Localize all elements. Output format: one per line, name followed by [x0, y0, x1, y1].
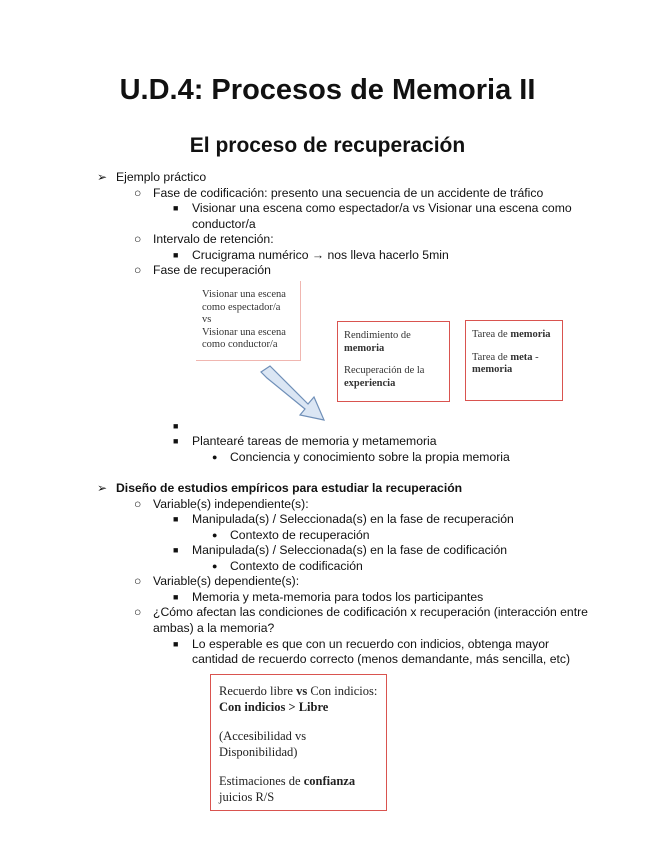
figure-text: Recuperación de la: [344, 365, 425, 376]
figure-text: memoria: [344, 342, 385, 354]
design-heading: Diseño de estudios empíricos para estudiar la recuperación: [116, 481, 463, 495]
figure-box-recall: [210, 674, 387, 811]
question-line: ¿Cómo afectan las condiciones de codificación x recuperación (interacción entre: [153, 605, 588, 619]
diagonal-arrow-icon: [258, 364, 330, 426]
circle-bullet-icon: ○: [134, 263, 142, 277]
figure-text: vs: [296, 684, 308, 698]
figure-text: (Accesibilidad vs: [219, 729, 307, 743]
figure-text: -: [532, 351, 539, 363]
plan-item: Plantearé tareas de memoria y metamemoria: [192, 434, 437, 448]
coding-phase-item: Fase de codificación: presento una secuencia de un accidente de tráfico: [153, 186, 544, 200]
section-subtitle: El proceso de recuperación: [189, 134, 466, 157]
arrow-bullet-icon: ➢: [97, 481, 108, 495]
figure-text: Estimaciones de: [219, 774, 304, 788]
page-title: U.D.4: Procesos de Memoria II: [119, 74, 536, 106]
manip-retrieval-item: Manipulada(s) / Seleccionada(s) en la fase de recuperación: [192, 512, 514, 526]
figure-text: Visionar una escena: [202, 326, 286, 338]
figure-text: vs: [202, 314, 212, 325]
square-bullet-icon: ■: [173, 545, 179, 555]
figure-text: meta: [510, 351, 533, 363]
square-bullet-icon: ■: [173, 421, 179, 431]
square-bullet-icon: ■: [173, 203, 179, 213]
expectation-line: Lo esperable es que con un recuerdo con indicios, obtenga mayor: [192, 637, 550, 651]
example-heading: Ejemplo práctico: [116, 170, 207, 184]
figure-text: juicios R/S: [219, 790, 275, 804]
independent-item: Variable(s) independiente(s):: [153, 497, 309, 511]
figure-text: Tarea de: [472, 329, 511, 340]
figure-text: Recuerdo libre: [219, 684, 297, 698]
figure-text: experiencia: [344, 377, 396, 389]
figure-text: Rendimiento de: [344, 330, 411, 341]
dependent-item: Variable(s) dependiente(s):: [153, 574, 300, 588]
figure-box-tasks: [465, 320, 563, 401]
figure-box-conditions: [196, 281, 301, 361]
question-line: ambas) a la memoria?: [153, 621, 275, 635]
dot-bullet-icon: ●: [212, 561, 218, 571]
retrieval-phase-item: Fase de recuperación: [153, 263, 271, 277]
figure-text: confianza: [303, 774, 356, 788]
context-coding-item: Contexto de codificación: [230, 559, 363, 573]
figure-text: Disponibilidad): [219, 745, 298, 759]
square-bullet-icon: ■: [173, 639, 179, 649]
square-bullet-icon: ■: [173, 514, 179, 524]
figure-text: como conductor/a: [202, 339, 278, 350]
circle-bullet-icon: ○: [134, 232, 142, 246]
context-retrieval-item: Contexto de recuperación: [230, 528, 370, 542]
figure-text: Con indicios:: [307, 684, 378, 698]
figure-box-performance: [337, 321, 450, 402]
figure-text: Tarea de: [472, 351, 511, 363]
figure-text: como espectador/a: [202, 301, 281, 313]
dependent-detail: Memoria y meta-memoria para todos los participantes: [192, 590, 484, 604]
circle-bullet-icon: ○: [134, 186, 142, 200]
square-bullet-icon: ■: [173, 436, 179, 446]
square-bullet-icon: ■: [173, 250, 179, 260]
circle-bullet-icon: ○: [134, 574, 142, 588]
coding-detail-line: conductor/a: [192, 217, 256, 231]
dot-bullet-icon: ●: [212, 530, 218, 540]
coding-detail-line: Visionar una escena como espectador/a vs Visionar una escena como: [192, 201, 572, 215]
figure-text: memoria: [510, 329, 551, 340]
figure-text: Visionar una escena: [202, 289, 286, 300]
figure-text: Con indicios > Libre: [219, 700, 329, 714]
figure-text: memoria: [472, 364, 513, 375]
circle-bullet-icon: ○: [134, 605, 142, 619]
plan-detail: Conciencia y conocimiento sobre la propia memoria: [230, 450, 510, 464]
retention-detail: Crucigrama numérico → nos lleva hacerlo 5min: [192, 248, 449, 262]
arrow-bullet-icon: ➢: [97, 170, 108, 184]
expectation-line: cantidad de recuerdo correcto (menos demandante, más sencilla, etc): [192, 652, 571, 666]
circle-bullet-icon: ○: [134, 497, 142, 511]
dot-bullet-icon: ●: [212, 452, 218, 462]
retention-item: Intervalo de retención:: [153, 232, 274, 246]
square-bullet-icon: ■: [173, 592, 179, 602]
manip-coding-item: Manipulada(s) / Seleccionada(s) en la fase de codificación: [192, 543, 508, 557]
